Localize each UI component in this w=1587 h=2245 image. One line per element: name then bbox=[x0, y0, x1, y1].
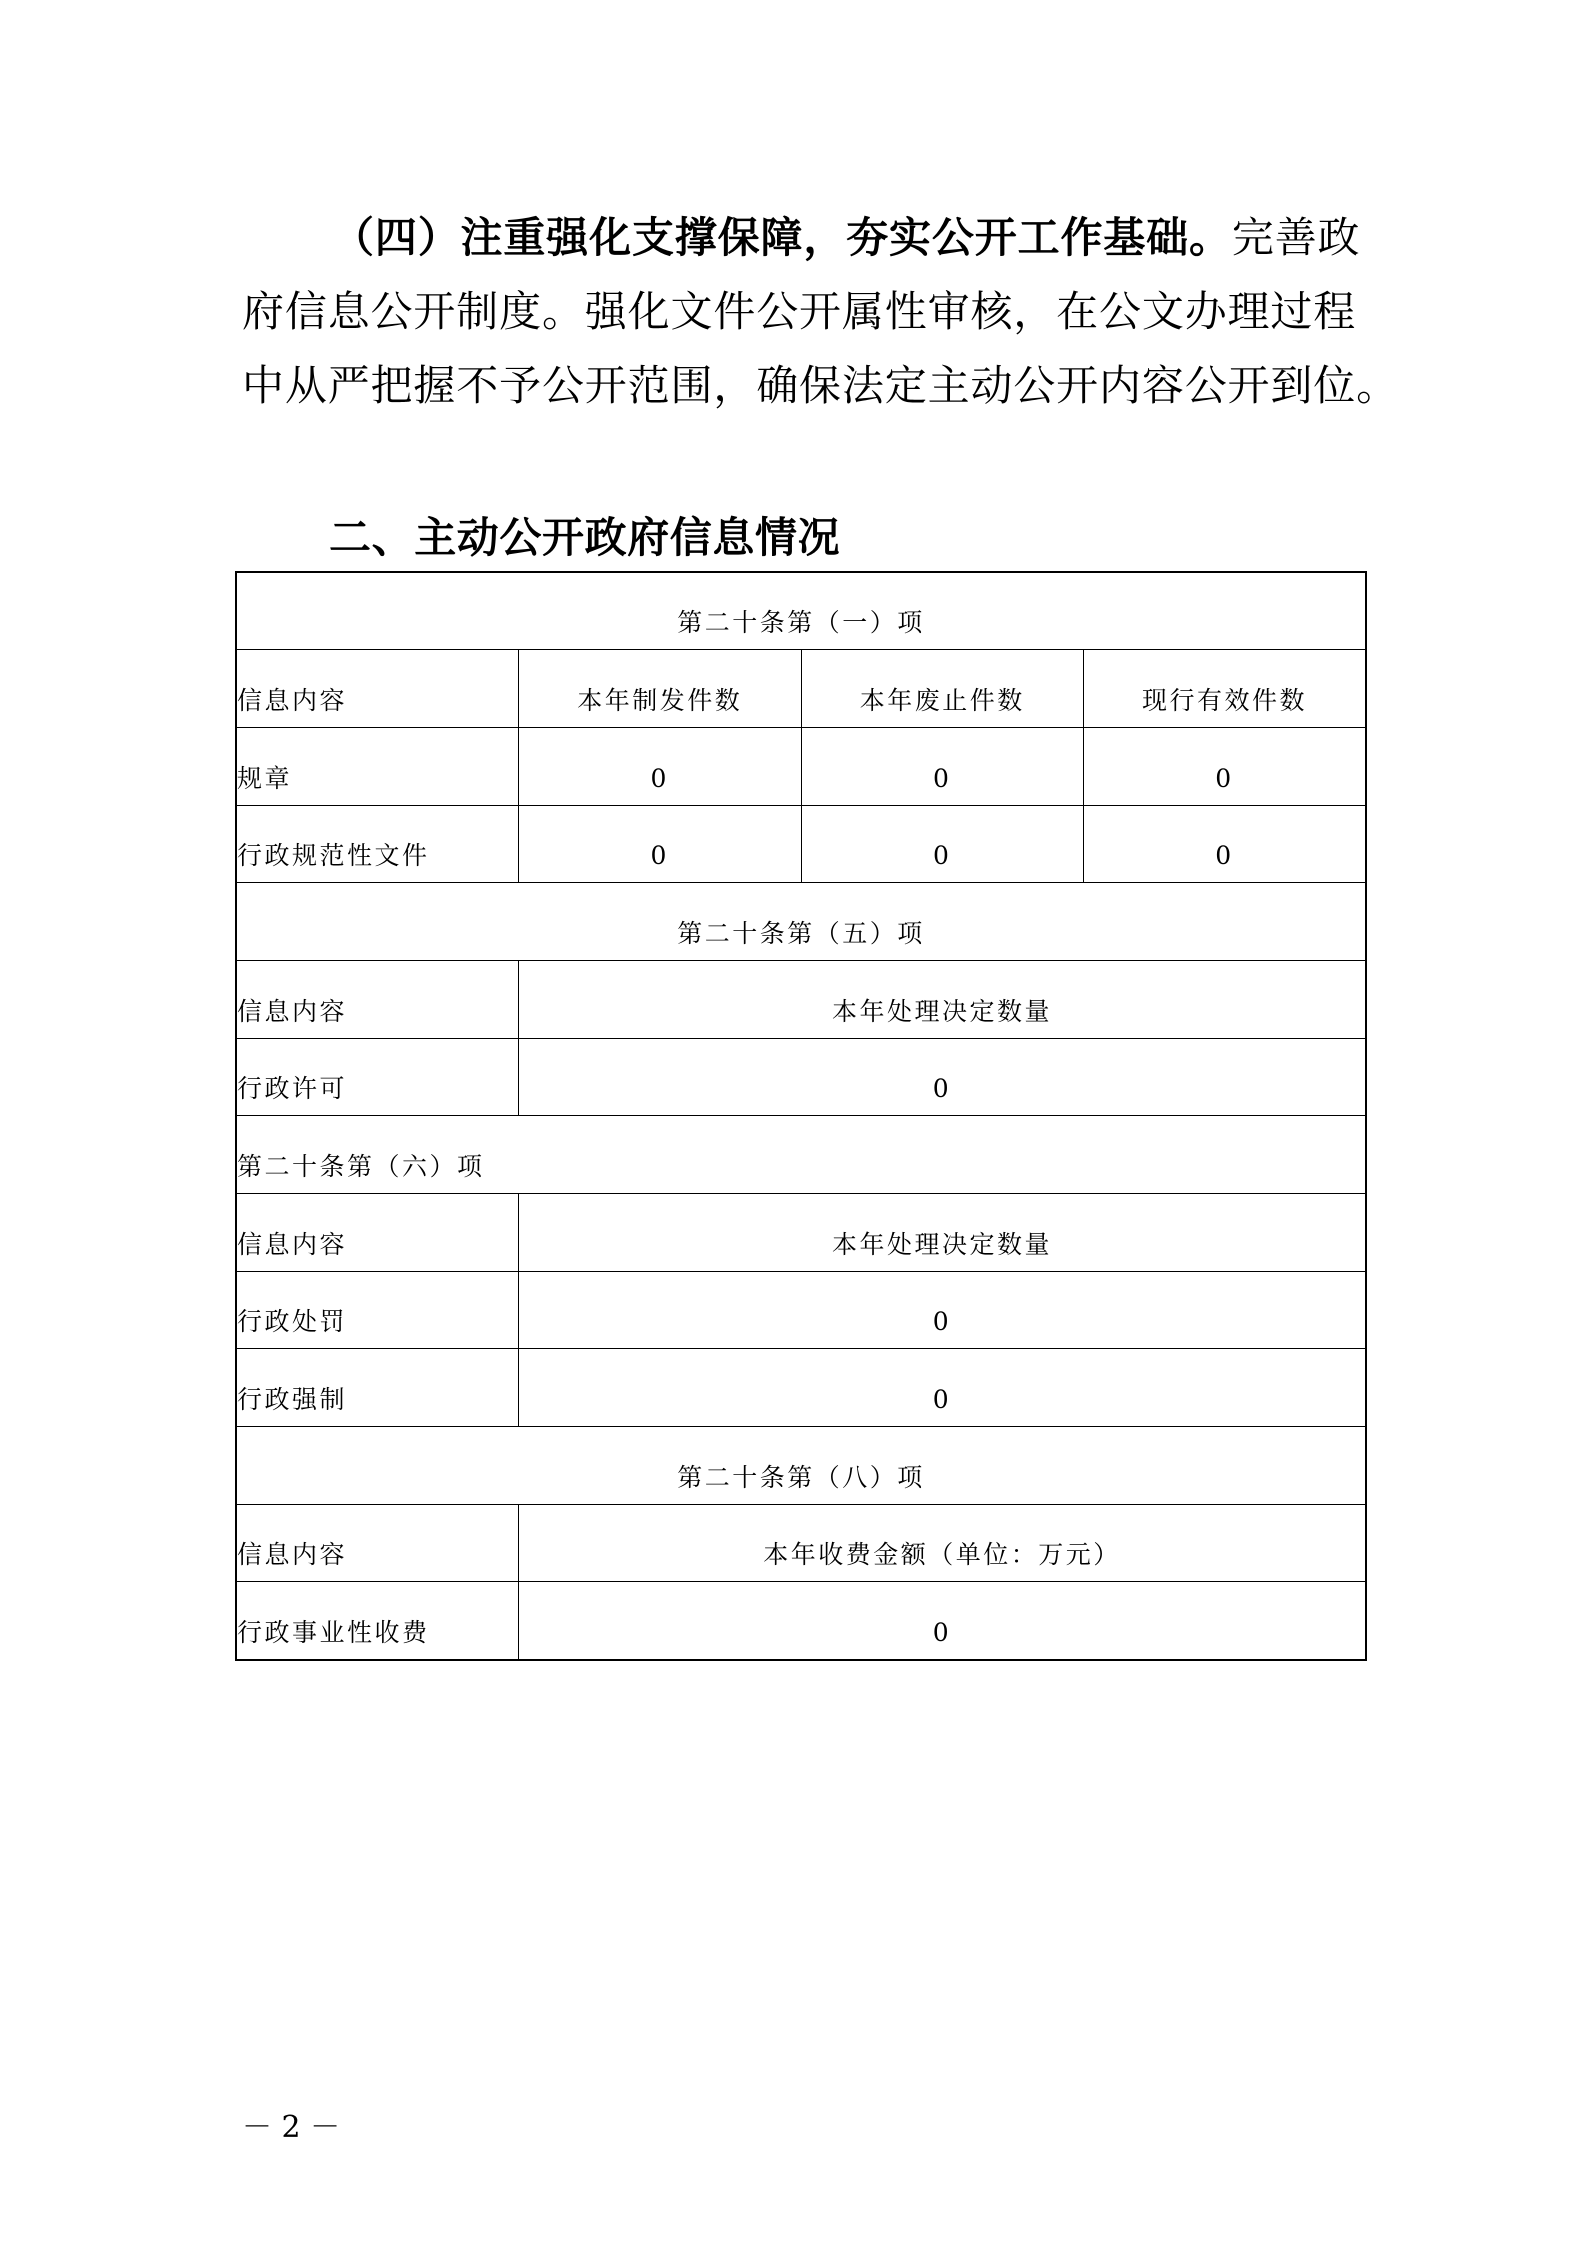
cell-issued: 0 bbox=[519, 727, 802, 805]
table-row bbox=[236, 805, 1366, 883]
page-number: － 2 － bbox=[242, 2110, 341, 2145]
header-info-content: 信息内容 bbox=[236, 1504, 519, 1582]
table-header-row bbox=[236, 1194, 1366, 1272]
table-header-row bbox=[236, 1504, 1366, 1582]
table-row bbox=[236, 1349, 1366, 1427]
paragraph-lead-bold: （四）注重强化支撑保障，夯实公开工作基础。 bbox=[332, 213, 1232, 262]
row-label: 行政事业性收费 bbox=[236, 1582, 519, 1660]
cell-repealed: 0 bbox=[801, 727, 1084, 805]
cell-in-force: 0 bbox=[1084, 805, 1367, 883]
section-title-article-20-5: 第二十条第（五）项 bbox=[236, 883, 1366, 961]
section-title-article-20-1: 第二十条第（一）项 bbox=[236, 572, 1366, 650]
row-label: 行政许可 bbox=[236, 1038, 519, 1116]
paragraph-line: 府信息公开制度。强化文件公开属性审核，在公文办理过程 bbox=[242, 287, 1357, 336]
cell-value: 0 bbox=[519, 1582, 1367, 1660]
cell-value: 0 bbox=[519, 1038, 1367, 1116]
header-decision-count: 本年处理决定数量 bbox=[519, 960, 1367, 1038]
table-section-title-row bbox=[236, 883, 1366, 961]
table-section-title-row bbox=[236, 572, 1366, 650]
table-row bbox=[236, 1582, 1366, 1660]
section-title-article-20-6: 第二十条第（六）项 bbox=[236, 1116, 1366, 1194]
table-section-title-row bbox=[236, 1116, 1366, 1194]
table-header-row bbox=[236, 960, 1366, 1038]
section-heading: 二、主动公开政府信息情况 bbox=[329, 513, 841, 562]
table-section-title-row bbox=[236, 1427, 1366, 1505]
cell-issued: 0 bbox=[519, 805, 802, 883]
cell-value: 0 bbox=[519, 1349, 1367, 1427]
disclosure-table bbox=[235, 571, 1367, 1661]
header-fee-amount: 本年收费金额（单位：万元） bbox=[519, 1504, 1367, 1582]
table-row bbox=[236, 727, 1366, 805]
header-decision-count: 本年处理决定数量 bbox=[519, 1194, 1367, 1272]
header-info-content: 信息内容 bbox=[236, 960, 519, 1038]
row-label: 行政处罚 bbox=[236, 1271, 519, 1349]
cell-in-force: 0 bbox=[1084, 727, 1367, 805]
header-info-content: 信息内容 bbox=[236, 1194, 519, 1272]
row-label: 规章 bbox=[236, 727, 519, 805]
header-in-force-count: 现行有效件数 bbox=[1084, 650, 1367, 728]
table-row bbox=[236, 1038, 1366, 1116]
header-repealed-count: 本年废止件数 bbox=[801, 650, 1084, 728]
table-row bbox=[236, 1271, 1366, 1349]
table-header-row bbox=[236, 650, 1366, 728]
paragraph-text: 完善政 bbox=[1231, 213, 1361, 262]
cell-value: 0 bbox=[519, 1271, 1367, 1349]
paragraph-line: 中从严把握不予公开范围，确保法定主动公开内容公开到位。 bbox=[242, 361, 1399, 410]
section-title-article-20-8: 第二十条第（八）项 bbox=[236, 1427, 1366, 1505]
header-issued-count: 本年制发件数 bbox=[519, 650, 802, 728]
paragraph-line bbox=[242, 208, 1360, 268]
cell-repealed: 0 bbox=[801, 805, 1084, 883]
row-label: 行政强制 bbox=[236, 1349, 519, 1427]
header-info-content: 信息内容 bbox=[236, 650, 519, 728]
row-label: 行政规范性文件 bbox=[236, 805, 519, 883]
